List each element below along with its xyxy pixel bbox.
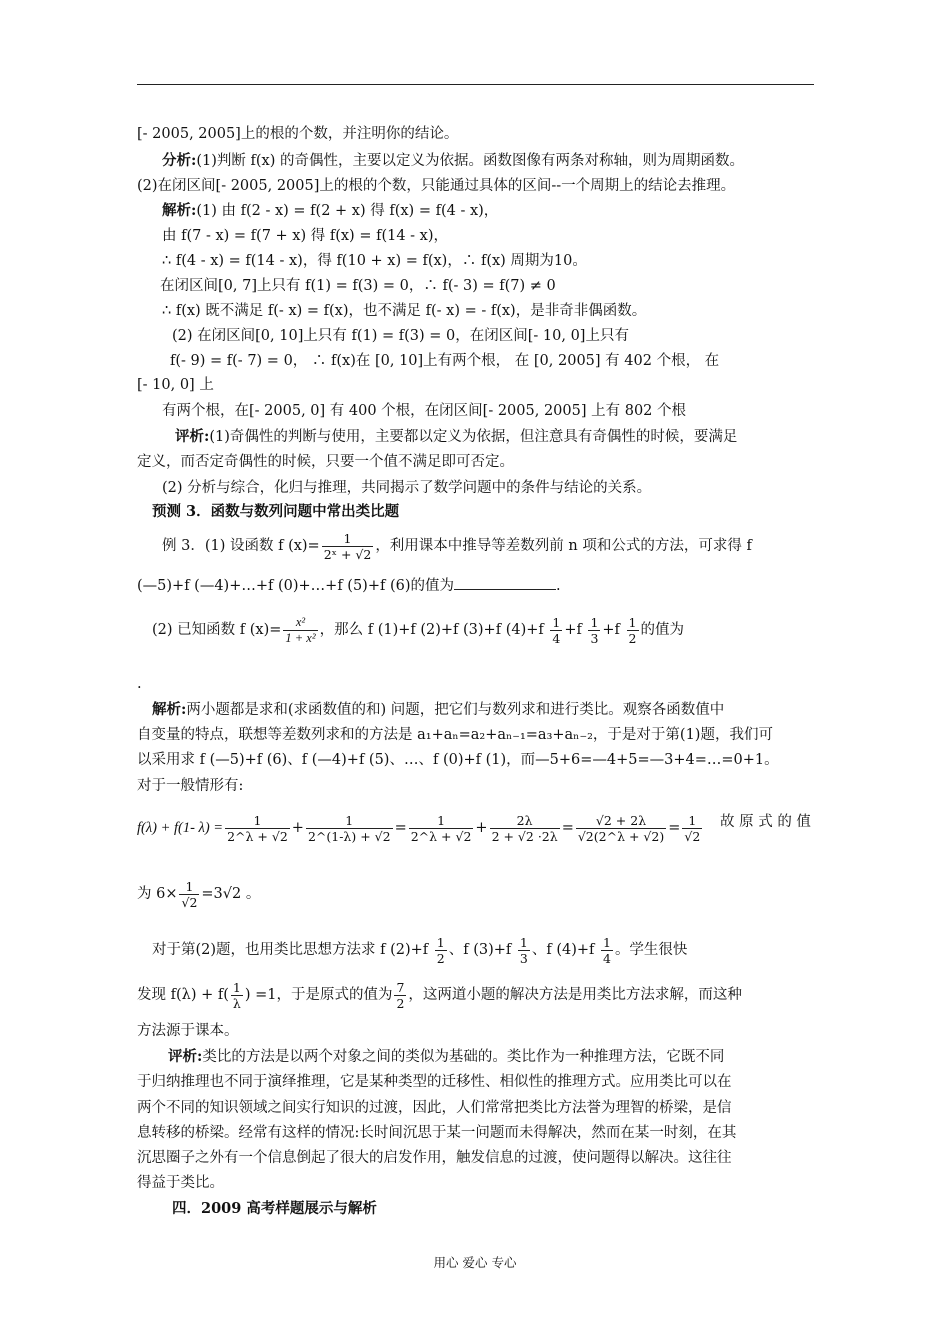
text-line [137,975,742,1015]
text-span: 例 3．(1) 设函数 f (x)= [162,538,320,554]
page-footer: 用心 爱心 专心 [433,1255,517,1270]
text-span: . [556,578,561,594]
fraction [550,615,562,646]
operator: = [668,820,681,836]
text-span: =3√2 。 [201,886,261,902]
denominator: 2 + √2 ·2λ [491,828,558,844]
text-line: 有两个根，在[- 2005, 0] 有 400 个根，在闭区间[- 2005, 2005] 上有 802 个根 [162,403,687,419]
numerator: 1 [590,614,599,630]
numerator: 1 [232,979,241,995]
denominator: 1 + x² [285,630,316,645]
text-line: (2) 分析与综合，化归与推理，共同揭示了数学问题中的条件与结论的关系。 [162,480,652,496]
text-line: (2)在闭区间[- 2005, 2005]上的根的个数，只能通过具体的区间--一个周期上的结论去推理。 [137,178,736,194]
text-span: f(λ) + f(1- λ) = [137,820,224,836]
text-line: 沉思圈子之外有一个信息倒起了很大的启发作用，触发信息的过渡，使问题得以解决。这往往 [137,1150,732,1166]
fraction [322,531,374,562]
denominator: √2 [684,828,701,844]
text-line: [- 10, 0] 上 [137,377,214,393]
section-heading: 四．2009 高考样题展示与解析 [172,1200,377,1217]
text-line: 两个不同的知识领域之间实行知识的过渡，因此，人们常常把类比方法誉为理智的桥梁，是信 [137,1100,732,1116]
text-line: 由 f(7 - x) = f(7 + x) 得 f(x) = f(14 - x)， [162,228,448,244]
text-span: (1)判断 f(x) 的奇偶性，主要以定义为依据。函数图像有两条对称轴，则为周期函数。 [196,153,744,169]
numerator: √2 + 2λ [576,813,666,829]
numerator: 1 [322,531,374,547]
fraction [225,813,290,844]
text-line: ∴ f(4 - x) = f(14 - x)，得 f(10 + x) = f(x)，∴ f(x) 周期为10。 [162,253,587,269]
text-line [175,427,737,447]
denominator: 2 [436,950,445,966]
fraction [627,615,639,646]
denominator: 4 [602,950,611,966]
denominator: 2ˣ + √2 [323,546,372,562]
fraction [306,813,393,844]
text-line [168,1047,724,1067]
numerator: 1 [602,934,611,950]
label-analysis: 分析: [162,152,197,169]
text-line: 定义，而否定奇偶性的时候，只要一个值不满足即可否定。 [137,454,514,470]
operator: = [394,820,407,836]
numerator: 1 [306,813,393,829]
text-line: 于归纳推理也不同于演绎推理，它是某种类型的迁移性、相似性的推理方式。应用类比可以在 [137,1074,732,1090]
denominator: 3 [519,950,528,966]
fraction [435,935,447,966]
text-span: 类比的方法是以两个对象之间的类似为基础的。类比作为一种推理方法，它既不同 [202,1049,725,1065]
text-span: ，利用课本中推导等差数列前 n 项和公式的方法，可求得 f [375,538,752,554]
text-line: f(- 9) = f(- 7) = 0， ∴ f(x)在 [0, 10]上有两个根， 在 [0, 2005] 有 402 个根， 在 [170,353,720,369]
denominator: 2 [396,995,405,1011]
fraction [490,813,560,844]
text-line: . [137,676,142,692]
denominator: 2^λ + √2 [410,828,472,844]
fraction [601,935,613,966]
fraction [179,879,199,910]
operator: = [561,820,574,836]
text-line [137,874,260,914]
equation-line [137,808,704,848]
numerator: 1 [628,614,637,630]
text-span: (—5)+f (—4)+…+f (0)+…+f (5)+f (6)的值为 [137,578,454,594]
numerator: 1 [225,813,290,829]
denominator: 4 [552,630,561,646]
text-line: 在闭区间[0, 7]上只有 f(1) = f(3) = 0，∴ f(- 3) = f(7) ≠ 0 [160,278,556,294]
denominator: 2^λ + √2 [227,828,288,844]
text-span: 。学生很快 [614,942,688,958]
text-line [152,700,724,720]
numerator: 1 [179,879,199,895]
label-comment: 评析: [175,428,210,445]
text-span: 、f (3)+f [448,942,512,958]
numerator: 7 [396,979,405,995]
fraction [283,615,317,646]
denominator: 2^(1-λ) + √2 [307,828,391,844]
text-span: 对于第(2)题，也用类比思想方法求 f (2)+f [152,942,429,958]
text-span: +f [602,622,620,638]
denominator: √2 [181,894,198,910]
text-line: 自变量的特点，联想等差数列求和的方法是 a₁+aₙ=a₂+aₙ₋₁=a₃+aₙ₋₂，于是对于第(1)题，我们可 [137,727,773,743]
fraction [518,935,530,966]
text-span: (1)奇偶性的判断与使用，主要都以定义为依据，但注意具有奇偶性的时候，要满足 [209,429,738,445]
fraction [409,813,474,844]
text-line: (2) 在闭区间[0, 10]上只有 f(1) = f(3) = 0，在闭区间[- 10, 0]上只有 [172,328,629,344]
text-line: ∴ f(x) 既不满足 f(- x) = f(x)，也不满足 f(- x) = - f(x)，是非奇非偶函数。 [162,303,647,319]
text-line [152,608,684,652]
fraction [576,813,666,844]
text-line [162,151,744,171]
operator: + [475,820,488,836]
label-solution: 解析: [162,202,197,219]
numerator: 1 [436,934,445,950]
text-line [152,930,687,970]
text-span: +f [564,622,582,638]
denominator: 3 [590,630,599,646]
label-comment: 评析: [168,1048,203,1065]
fraction [231,980,243,1011]
text-span: ，这两道小题的解决方法是用类比方法求解，而这种 [408,987,742,1003]
fraction [682,813,702,844]
numerator: 2λ [490,813,560,829]
numerator: x² [283,615,317,631]
fraction [394,980,406,1011]
text-span: (2) 已知函数 f (x)= [152,622,282,638]
text-span: 、f (4)+f [531,942,595,958]
text-span: ) =1，于是原式的值为 [244,987,393,1003]
text-span: 发现 f(λ) + f( [137,987,229,1003]
header-rule [137,84,814,85]
text-line: 得益于类比。 [137,1175,224,1191]
text-line: 方法源于课本。 [137,1023,239,1039]
numerator: 1 [682,813,702,829]
denominator: λ [232,995,241,1011]
text-span: 为 6× [137,886,178,902]
numerator: 1 [519,934,528,950]
label-solution: 解析: [152,701,187,718]
text-span: 的值为 [640,622,684,638]
text-line: 息转移的桥梁。经常有这样的情况:长时间沉思于某一问题而未得解决，然而在某一时刻，在其 [137,1125,737,1141]
operator: + [291,820,304,836]
text-line [137,575,561,596]
text-line: 故 原 式 的 值 [720,814,811,830]
section-heading: 预测 3．函数与数列问题中常出类比题 [152,503,400,520]
answer-blank [454,575,556,590]
text-span: ，那么 f (1)+f (2)+f (3)+f (4)+f [319,622,544,638]
text-line: [- 2005, 2005]上的根的个数，并注明你的结论。 [137,126,459,142]
text-span: 两小题都是求和(求函数值的和) 问题，把它们与数列求和进行类比。观察各函数值中 [186,702,725,718]
numerator: 1 [552,614,561,630]
fraction [588,615,600,646]
text-line: 对于一般情形有: [137,778,244,794]
text-line: 以采用求 f (—5)+f (6)、f (—4)+f (5)、…、f (0)+f (1)，而—5+6=—4+5=—3+4=…=0+1。 [137,752,779,768]
numerator: 1 [409,813,474,829]
text-line [162,527,752,565]
denominator: √2(2^λ + √2) [577,828,665,844]
text-span: (1) 由 f(2 - x) = f(2 + x) 得 f(x) = f(4 - x)， [196,203,499,219]
text-line [162,201,498,221]
denominator: 2 [628,630,637,646]
